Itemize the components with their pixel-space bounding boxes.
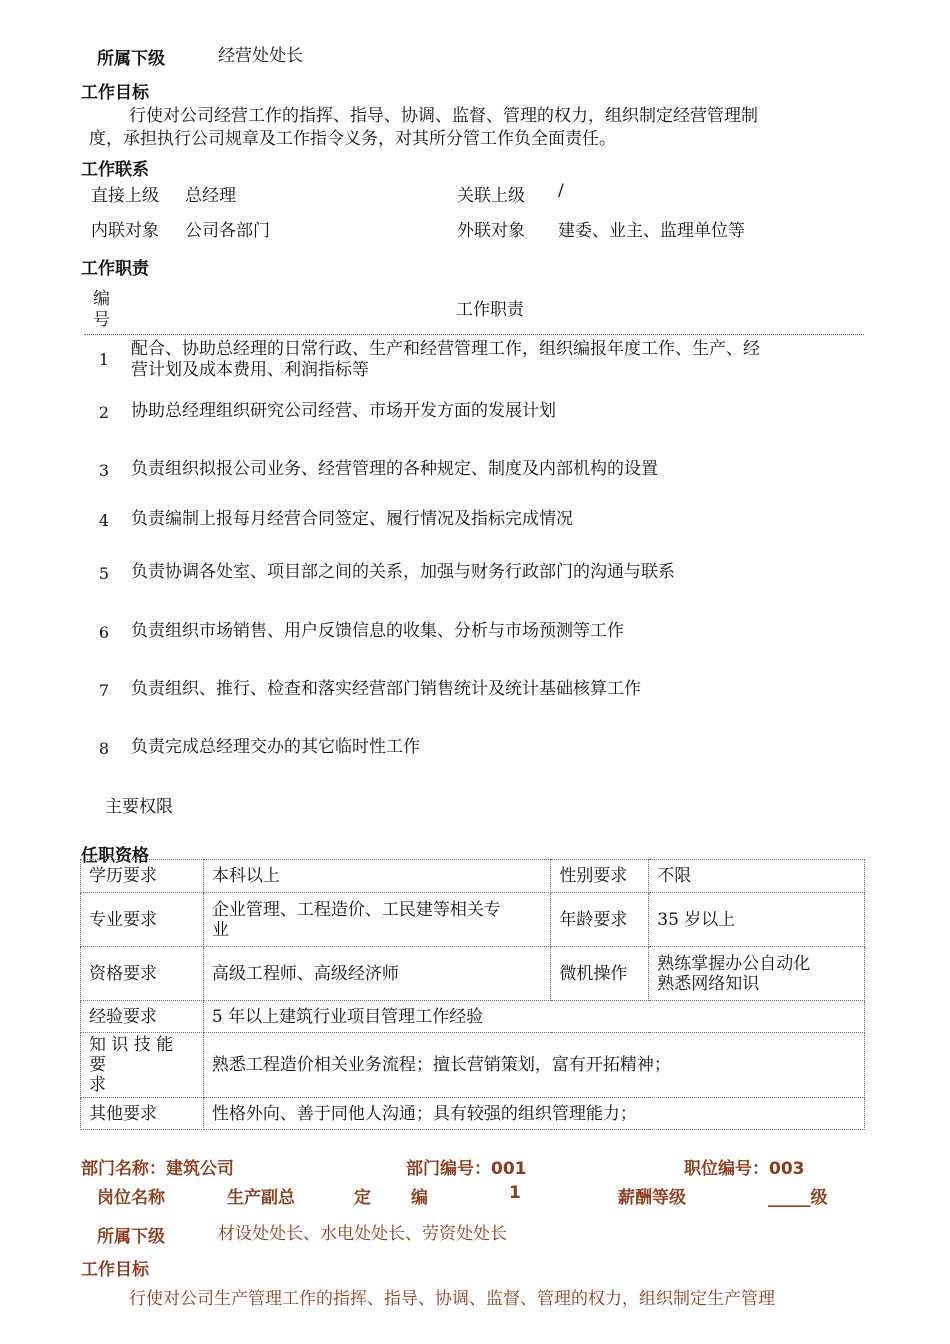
table-row [81,947,865,1001]
duty-number: 5 [98,564,110,583]
other-value: 性格外向、善于同他人沟通；具有较强的组织管理能力； [203,1098,864,1130]
major-value: 企业管理、工程造价、工民建等相关专 业 [203,893,551,947]
gender-label: 性别要求 [551,860,649,893]
duties-col-num-line1: 编 [93,289,110,309]
related-superior-value: / [558,181,564,201]
age-label: 年龄要求 [551,893,649,947]
duty-text: 负责编制上报每月经营合同签定、履行情况及指标完成情况 [131,509,573,529]
duty-text: 配合、协助总经理的日常行政、生产和经营管理工作，组织编报年度工作、生产、经 营计划及成本费用、利润指标等 [131,339,760,380]
external-label: 外联对象 [457,221,525,241]
subordinate-label-2: 所属下级 [97,1227,165,1247]
other-label: 其他要求 [81,1098,204,1130]
subordinate-label: 所属下级 [97,49,165,69]
gender-value: 不限 [649,860,865,893]
duty-number: 6 [98,623,110,642]
qualification-table [80,859,865,1130]
experience-label: 经验要求 [81,1001,204,1033]
duty-number: 7 [98,681,110,700]
goal-text-line1: 行使对公司经营工作的指挥、指导、协调、监督、管理的权力，组织制定经营管理制 [129,106,758,126]
quota-value: 1 [509,1183,521,1203]
skill-value: 熟悉工程造价相关业务流程；擅长营销策划，富有开拓精神； [203,1033,864,1098]
table-row [81,1001,865,1033]
duty-number: 8 [98,739,110,758]
table-row [81,1033,865,1098]
duty-text: 负责完成总经理交办的其它临时性工作 [131,737,420,757]
related-superior-label: 关联上级 [457,186,525,206]
dept-code: 部门编号：001 [406,1159,527,1179]
duties-header-divider [84,334,864,335]
goal-text-line2: 度，承担执行公司规章及工作指令义务，对其所分管工作负全面责任。 [89,129,616,149]
internal-value: 公司各部门 [185,221,270,241]
position-code: 职位编号：003 [684,1159,805,1179]
superior-value: 总经理 [185,186,236,206]
superior-label: 直接上级 [91,186,159,206]
salary-blank: _____级 [768,1188,828,1208]
quota-label-2: 编 [411,1188,428,1208]
internal-label: 内联对象 [91,221,159,241]
salary-label: 薪酬等级 [618,1188,686,1208]
duty-text: 负责协调各处室、项目部之间的关系，加强与财务行政部门的沟通与联系 [131,562,675,582]
computer-value: 熟练掌握办公自动化 熟悉网络知识 [649,947,865,1001]
post-name-label: 岗位名称 [97,1188,165,1208]
duty-number: 2 [98,403,110,422]
subordinate-value-2: 材设处处长、水电处处长、劳资处处长 [218,1224,507,1244]
duty-text: 负责组织、推行、检查和落实经营部门销售统计及统计基础核算工作 [131,679,641,699]
duties-col-text: 工作职责 [456,300,524,320]
experience-value: 5 年以上建筑行业项目管理工作经验 [203,1001,864,1033]
table-row [81,860,865,893]
subordinate-value: 经营处处长 [218,46,303,66]
goal-heading: 工作目标 [81,83,149,103]
computer-label: 微机操作 [551,947,649,1001]
education-value: 本科以上 [203,860,551,893]
qualification-heading: 任职资格 [81,846,149,866]
duty-text: 负责组织市场销售、用户反馈信息的收集、分析与市场预测等工作 [131,621,624,641]
certification-label: 资格要求 [81,947,204,1001]
relations-heading: 工作联系 [81,160,149,180]
external-value: 建委、业主、监理单位等 [558,221,745,241]
authority-label: 主要权限 [105,797,173,817]
certification-value: 高级工程师、高级经济师 [203,947,551,1001]
duty-text: 负责组织拟报公司业务、经营管理的各种规定、制度及内部机构的设置 [131,459,658,479]
goal-text-2: 行使对公司生产管理工作的指挥、指导、协调、监督、管理的权力，组织制定生产管理 [129,1289,775,1309]
duty-number: 3 [98,461,110,480]
duties-col-num-line2: 号 [93,310,110,330]
duty-number: 4 [98,511,110,530]
age-value: 35 岁以上 [649,893,865,947]
duties-heading: 工作职责 [81,259,149,279]
duty-number: 1 [98,350,110,369]
post-name-value: 生产副总 [227,1188,295,1208]
goal-heading-2: 工作目标 [81,1260,149,1280]
duty-text: 协助总经理组织研究公司经营、市场开发方面的发展计划 [131,401,556,421]
table-row [81,1098,865,1130]
major-label: 专业要求 [81,893,204,947]
table-row [81,893,865,947]
education-label: 学历要求 [81,860,204,893]
dept-name: 部门名称：建筑公司 [81,1159,234,1179]
quota-label-1: 定 [354,1188,371,1208]
skill-label: 知 识 技 能 要 求 [81,1033,204,1098]
